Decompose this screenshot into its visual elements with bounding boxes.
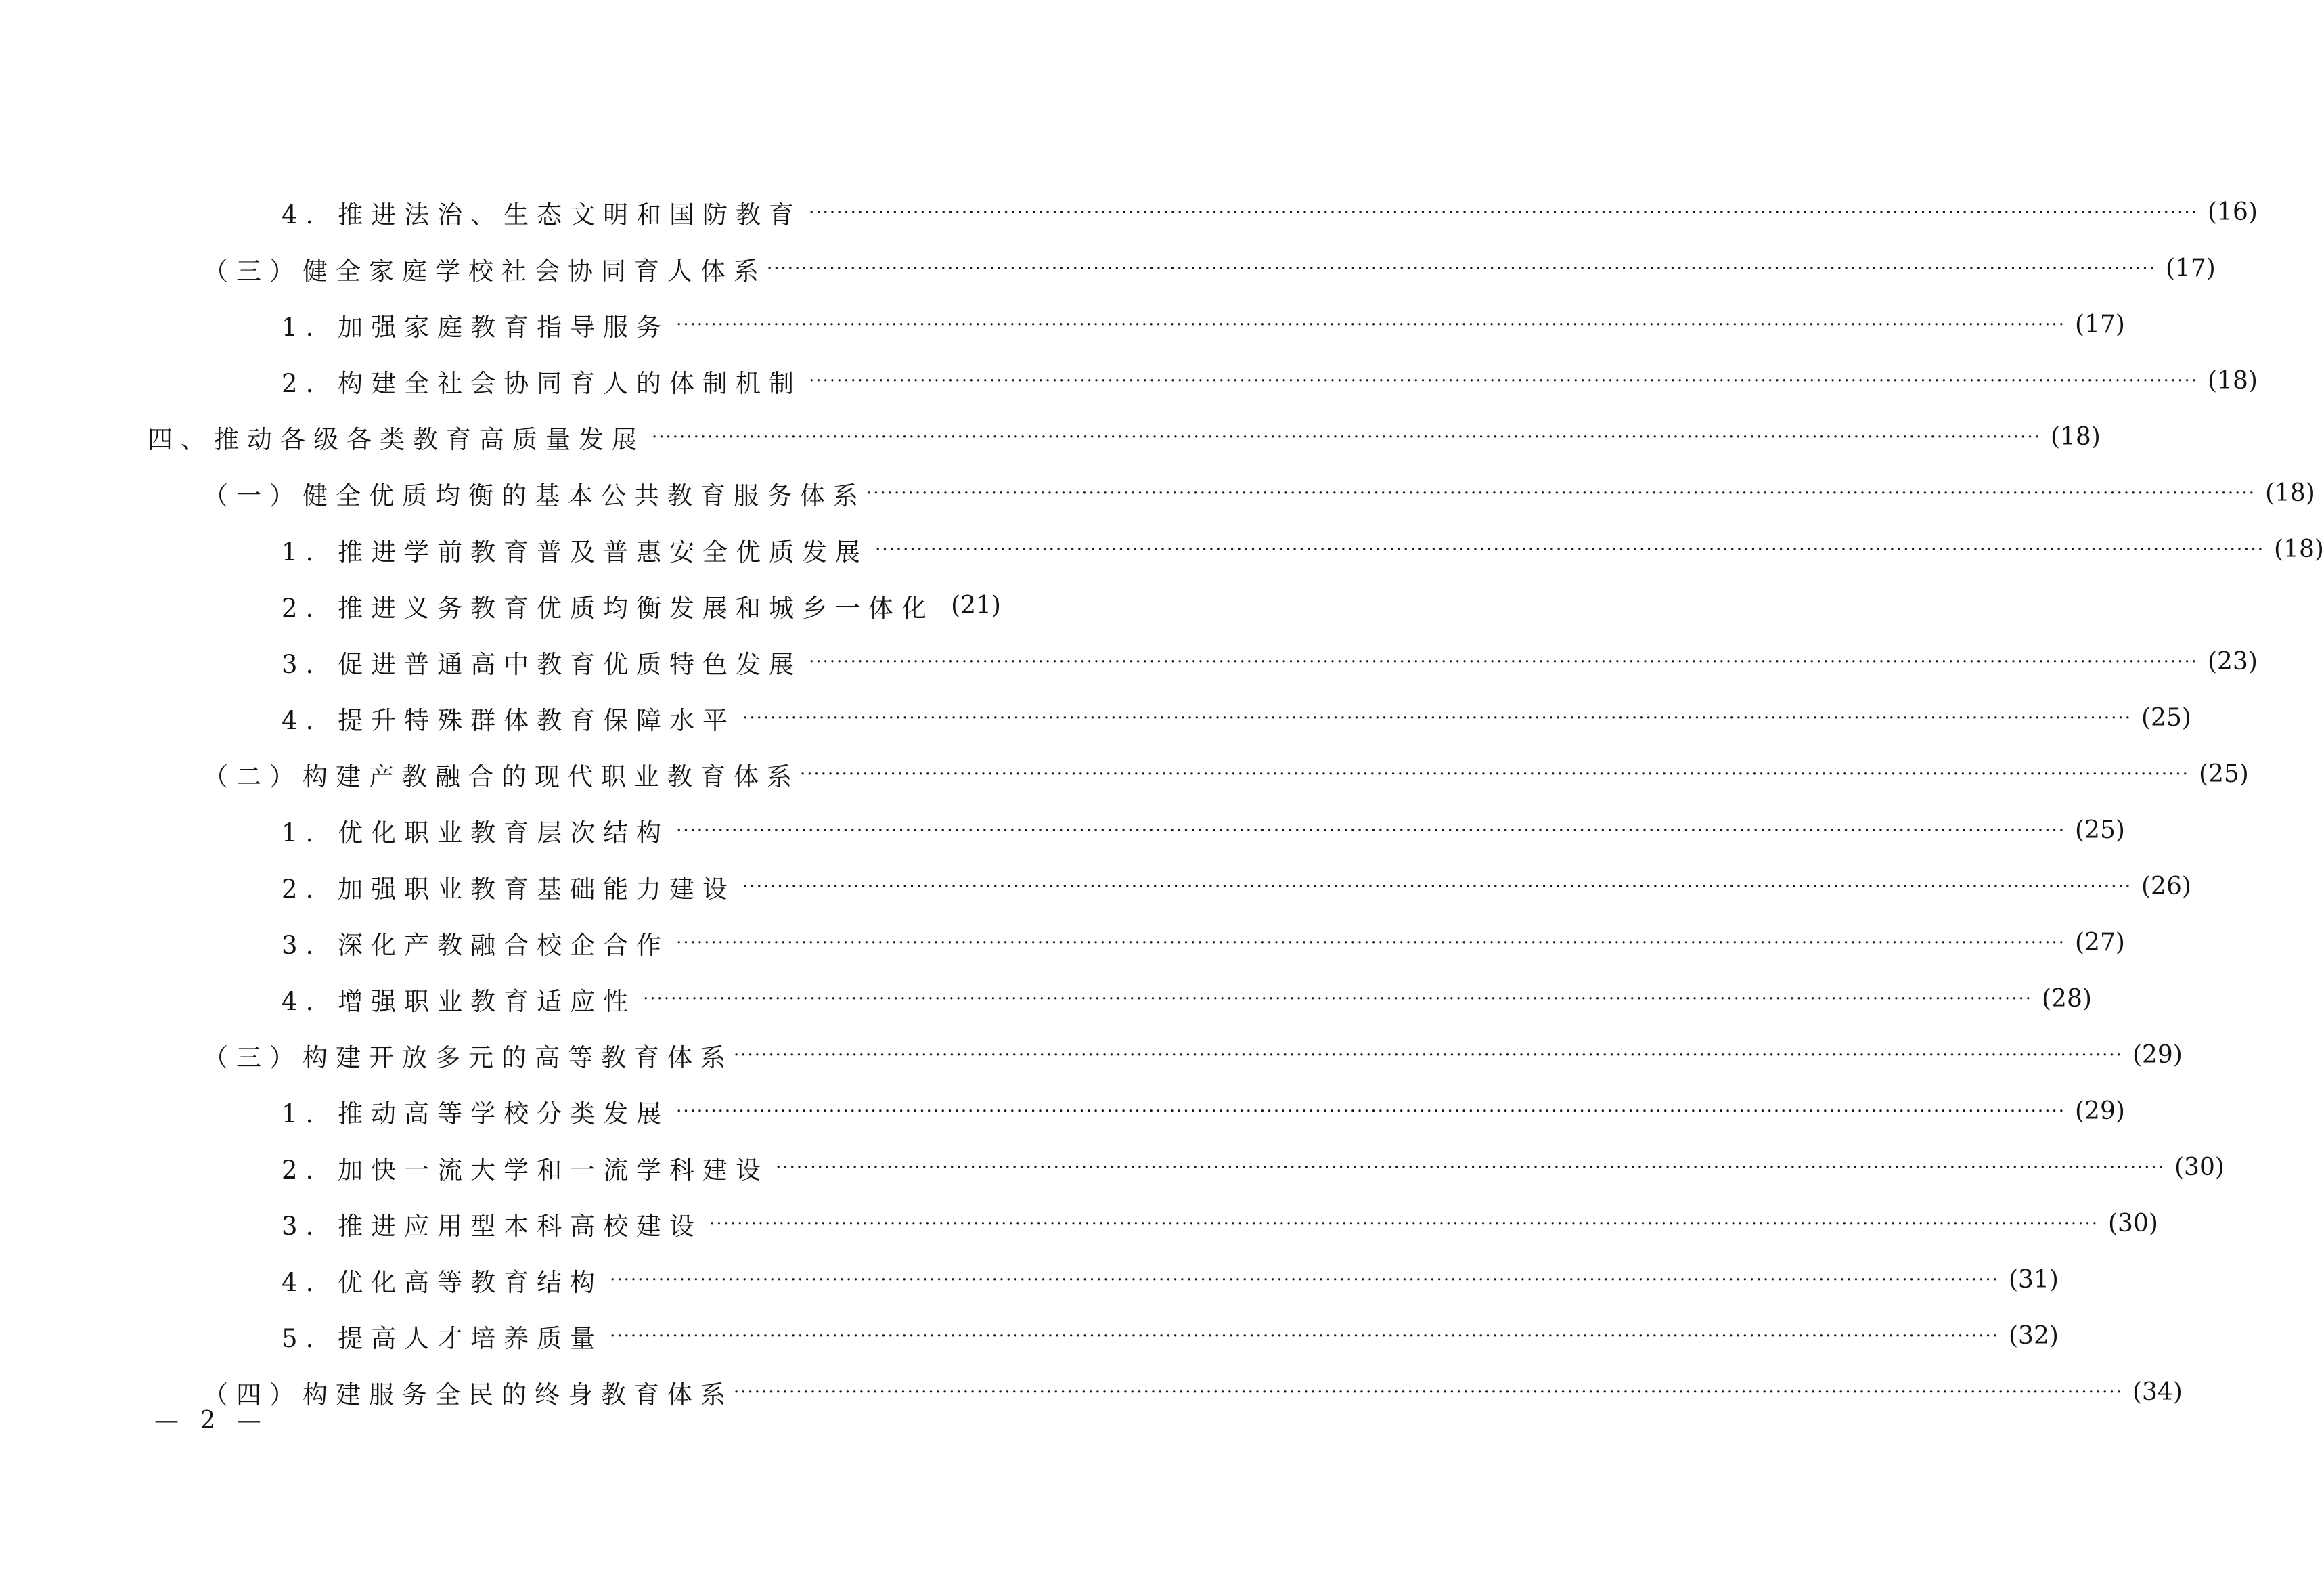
toc-entry-title: 1. 加强家庭教育指导服务 bbox=[282, 312, 670, 342]
toc-entry-line bbox=[282, 858, 2191, 915]
toc-entry bbox=[0, 858, 2191, 915]
toc-entry-line bbox=[282, 184, 2258, 240]
toc-entry-page-number: (29) bbox=[2132, 1041, 2183, 1069]
toc-entry-title: 四、推动各级各类教育高质量发展 bbox=[148, 424, 645, 454]
toc-entry-page-number: (30) bbox=[2174, 1153, 2225, 1181]
toc-entry-page-number: (25) bbox=[2198, 760, 2249, 788]
toc-entry-page-number: (25) bbox=[2075, 816, 2125, 844]
toc-entry-line bbox=[203, 240, 2216, 296]
toc-entry-title: （二）构建产教融合的现代职业教育体系 bbox=[203, 762, 800, 791]
toc-entry-page-number: (34) bbox=[2132, 1378, 2183, 1406]
toc-dot-leader: ········································································································································································································ bbox=[866, 483, 2256, 504]
toc-dot-leader: ········································································································································································································ bbox=[776, 1157, 2165, 1178]
toc-entry-title: 1. 推动高等学校分类发展 bbox=[282, 1099, 670, 1128]
toc-entry-title: 4. 提升特殊群体教育保障水平 bbox=[282, 705, 736, 735]
toc-dot-leader: ········································································································································································································ bbox=[610, 1325, 1999, 1346]
toc-entry-page-number: (17) bbox=[2075, 311, 2125, 338]
toc-entry-page-number: (25) bbox=[2141, 704, 2191, 732]
toc-dot-leader: ········································································································································································································ bbox=[742, 876, 2132, 897]
toc-entry bbox=[0, 1139, 2225, 1195]
toc-entry bbox=[0, 634, 2258, 690]
toc-entry-title: 2. 加强职业教育基础能力建设 bbox=[282, 874, 736, 904]
toc-entry-title: （四）构建服务全民的终身教育体系 bbox=[203, 1380, 734, 1409]
toc-entry bbox=[0, 353, 2258, 409]
toc-entry bbox=[0, 1308, 2059, 1364]
toc-entry-page-number: (18) bbox=[2274, 535, 2324, 563]
toc-dot-leader: ········································································································································································································ bbox=[610, 1269, 1999, 1290]
toc-entry-title: （一）健全优质均衡的基本公共教育服务体系 bbox=[203, 481, 866, 510]
toc-entry-page-number: (17) bbox=[2165, 255, 2216, 282]
toc-entry bbox=[0, 1195, 2158, 1252]
toc-entry-line bbox=[282, 1195, 2158, 1252]
toc-entry-line bbox=[282, 971, 2092, 1027]
toc-entry-page-number: (28) bbox=[2042, 985, 2092, 1013]
toc-entry-line bbox=[282, 1139, 2225, 1195]
toc-entry-page-number: (29) bbox=[2075, 1097, 2125, 1125]
toc-entry-line bbox=[282, 521, 2324, 577]
toc-dot-leader: ········································································································································································································ bbox=[709, 1213, 2099, 1234]
toc-dot-leader: ········································································································································································································ bbox=[676, 1101, 2065, 1122]
toc-entry-line bbox=[282, 353, 2258, 409]
toc-entry bbox=[0, 465, 2315, 521]
toc-entry-page-number: (18) bbox=[2208, 367, 2258, 395]
toc-dot-leader: ········································································································································································································ bbox=[676, 314, 2065, 335]
toc-entry bbox=[0, 915, 2125, 971]
toc-entry-title: 1. 推进学前教育普及普惠安全优质发展 bbox=[282, 537, 869, 567]
toc-entry bbox=[0, 971, 2092, 1027]
table-of-contents bbox=[0, 184, 2324, 1420]
toc-dot-leader: ········································································································································································································ bbox=[767, 258, 2156, 279]
toc-dot-leader: ········································································································································································································ bbox=[676, 820, 2065, 841]
toc-entry-title: 4. 优化高等教育结构 bbox=[282, 1267, 604, 1297]
toc-entry bbox=[0, 746, 2249, 802]
toc-entry bbox=[0, 577, 1120, 634]
toc-entry-line bbox=[148, 409, 2101, 465]
toc-dot-leader: ········································································································································································································ bbox=[742, 707, 2132, 728]
toc-entry bbox=[0, 240, 2216, 296]
toc-dot-leader: ········································································································································································································ bbox=[734, 1382, 2123, 1403]
toc-entry-title: 3. 促进普通高中教育优质特色发展 bbox=[282, 649, 803, 679]
toc-entry bbox=[0, 1083, 2125, 1139]
toc-entry-line bbox=[282, 634, 2258, 690]
page-number-footer: — 2 — bbox=[154, 1407, 268, 1434]
toc-dot-leader: ········································································································································································································ bbox=[643, 988, 2032, 1009]
toc-entry-line bbox=[282, 1308, 2059, 1364]
toc-entry-page-number: (21) bbox=[951, 592, 1001, 619]
toc-entry-title: 3. 推进应用型本科高校建设 bbox=[282, 1211, 703, 1241]
toc-entry-page-number: (16) bbox=[2208, 198, 2258, 226]
toc-entry-title: 4. 增强职业教育适应性 bbox=[282, 986, 637, 1016]
toc-entry bbox=[0, 1252, 2059, 1308]
toc-dot-leader: ········································································································································································································ bbox=[652, 426, 2041, 447]
toc-entry-title: 2. 加快一流大学和一流学科建设 bbox=[282, 1155, 769, 1185]
toc-entry-title: （三）构建开放多元的高等教育体系 bbox=[203, 1042, 734, 1072]
toc-entry-line bbox=[282, 915, 2125, 971]
toc-entry bbox=[0, 184, 2258, 240]
toc-entry-title: 3. 深化产教融合校企合作 bbox=[282, 930, 670, 960]
toc-entry-line bbox=[282, 296, 2125, 353]
toc-entry-page-number: (32) bbox=[2009, 1322, 2059, 1350]
toc-dot-leader: ········································································································································································································ bbox=[734, 1044, 2123, 1065]
toc-entry bbox=[0, 1027, 2183, 1083]
toc-entry-page-number: (27) bbox=[2075, 929, 2125, 956]
toc-entry-line bbox=[203, 1027, 2183, 1083]
toc-entry-line bbox=[282, 577, 1001, 634]
toc-entry-line bbox=[282, 690, 2191, 746]
toc-entry-title: 4. 推进法治、生态文明和国防教育 bbox=[282, 200, 803, 229]
toc-entry-page-number: (30) bbox=[2108, 1210, 2158, 1237]
toc-entry-title: 5. 提高人才培养质量 bbox=[282, 1323, 604, 1353]
toc-dot-leader: ········································································································································································································ bbox=[875, 539, 2264, 560]
toc-dot-leader: ········································································································································································································ bbox=[809, 370, 2198, 391]
toc-entry-page-number: (26) bbox=[2141, 873, 2191, 900]
toc-entry bbox=[0, 296, 2125, 353]
toc-entry-title: 2. 推进义务教育优质均衡发展和城乡一体化 bbox=[282, 593, 935, 623]
toc-entry-page-number: (31) bbox=[2009, 1266, 2059, 1294]
toc-entry bbox=[0, 802, 2125, 858]
toc-entry-line bbox=[282, 802, 2125, 858]
toc-dot-leader: ········································································································································································································ bbox=[800, 764, 2189, 785]
toc-entry-line bbox=[203, 1364, 2183, 1420]
toc-entry bbox=[0, 690, 2191, 746]
toc-entry-title: （三）健全家庭学校社会协同育人体系 bbox=[203, 256, 767, 286]
toc-dot-leader: ········································································································································································································ bbox=[809, 651, 2198, 672]
toc-entry bbox=[0, 409, 2101, 465]
toc-entry-title: 1. 优化职业教育层次结构 bbox=[282, 818, 670, 848]
toc-entry-title: 2. 构建全社会协同育人的体制机制 bbox=[282, 368, 803, 398]
toc-entry-line bbox=[282, 1252, 2059, 1308]
toc-entry-line bbox=[203, 746, 2249, 802]
toc-dot-leader: ········································································································································································································ bbox=[676, 932, 2065, 953]
toc-entry-page-number: (23) bbox=[2208, 648, 2258, 676]
toc-entry bbox=[0, 521, 2324, 577]
toc-dot-leader: ········································································································································································································ bbox=[809, 202, 2198, 223]
toc-entry-line bbox=[282, 1083, 2125, 1139]
toc-entry-line bbox=[203, 465, 2315, 521]
toc-entry-page-number: (18) bbox=[2264, 479, 2315, 507]
toc-entry-page-number: (18) bbox=[2050, 423, 2101, 451]
